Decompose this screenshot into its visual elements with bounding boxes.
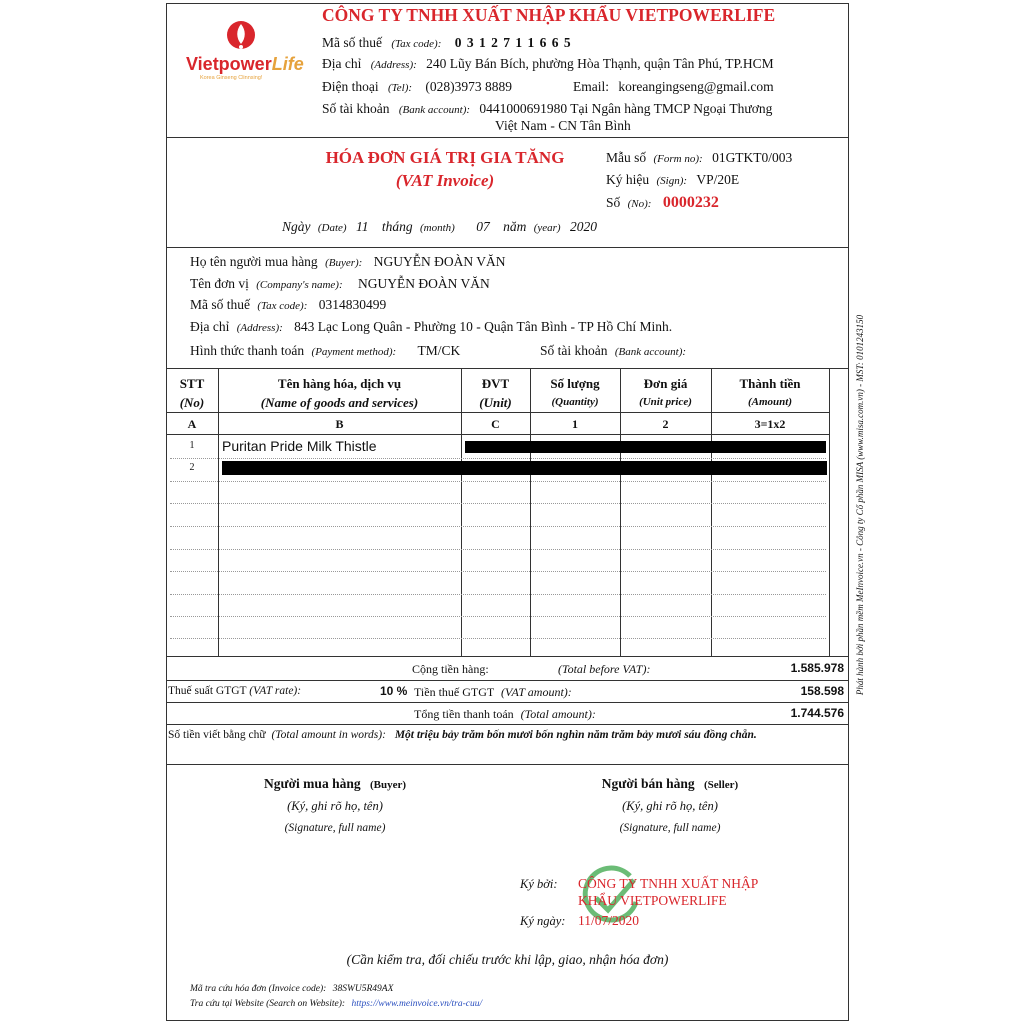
company-logo bbox=[186, 10, 311, 82]
publisher-sidebar bbox=[851, 190, 869, 820]
redaction-bar bbox=[465, 441, 826, 453]
company-tax-row: Mã số thuế (Tax code): 0 3 1 2 7 1 1 6 6 5 bbox=[322, 35, 572, 50]
amount-in-words-row: Số tiền viết bằng chữ (Total amount in words): Một triệu bảy trăm bốn mươi bốn nghìn năm trăm bảy mươi sáu đồng chẵn. bbox=[168, 729, 757, 741]
logo-tagline: Korea Ginseng Clinnsing! bbox=[200, 75, 263, 81]
signed-by-label: Ký bởi: bbox=[520, 877, 558, 891]
buyer-address-row: Địa chỉ (Address): 843 Lạc Long Quân - Phường 10 - Quận Tân Bình - TP Hồ Chí Minh. bbox=[190, 319, 673, 334]
seller-signature-sub: (Ký, ghi rõ họ, tên) bbox=[622, 799, 718, 813]
signed-date-value: 11/07/2020 bbox=[578, 913, 640, 928]
logo-text-life: Life bbox=[271, 54, 304, 74]
signed-by-value-1: CÔNG TY TNHH XUẤT NHẬP bbox=[578, 876, 759, 891]
payment-method-row: Hình thức thanh toán (Payment method): TM/CK bbox=[190, 343, 461, 358]
company-phone-value: (028)3973 8889 bbox=[425, 79, 513, 94]
buyer-name-row: Họ tên người mua hàng (Buyer): NGUYỄN ĐOÀN VĂN bbox=[190, 254, 506, 269]
table-header-stt: STT (No) bbox=[179, 376, 205, 410]
row-separator bbox=[170, 549, 826, 550]
form-no-value: 01GTKT0/003 bbox=[712, 150, 793, 165]
table-row-1-name: Puritan Pride Milk Thistle bbox=[222, 438, 377, 454]
divider bbox=[166, 680, 849, 681]
invoice-code-value: 38SWU5R49AX bbox=[332, 984, 394, 994]
search-website-row: Tra cứu tại Website (Search on Website): https://www.meinvoice.vn/tra-cuu/ bbox=[190, 999, 483, 1009]
row-separator bbox=[170, 594, 826, 595]
sign-row: Ký hiệu (Sign): VP/20E bbox=[606, 172, 740, 187]
table-bottom-border bbox=[166, 656, 849, 657]
divider bbox=[166, 724, 849, 725]
buyer-tax-row: Mã số thuế (Tax code): 0314830499 bbox=[190, 297, 387, 312]
date-year-value: 2020 bbox=[569, 219, 597, 234]
table-header-border bbox=[166, 412, 829, 413]
row-separator bbox=[170, 458, 826, 459]
total-amount-row: Tổng tiền thanh toán (Total amount): bbox=[414, 707, 596, 721]
table-code-b: B bbox=[335, 417, 344, 431]
row-separator bbox=[170, 616, 826, 617]
company-name: CÔNG TY TNHH XUẤT NHẬP KHẨU VIETPOWERLIFE bbox=[322, 5, 776, 25]
table-header-amount: Thành tiền (Amount) bbox=[739, 376, 801, 408]
invoice-number-value: 0000232 bbox=[662, 194, 719, 211]
company-email-row: Email: koreangingseng@gmail.com bbox=[573, 79, 774, 94]
company-bank-value-2: Việt Nam - CN Tân Bình bbox=[495, 118, 631, 133]
table-code-a: A bbox=[187, 417, 197, 431]
row-separator bbox=[170, 571, 826, 572]
table-code-border bbox=[166, 434, 829, 435]
date-month-value: 07 bbox=[476, 219, 490, 234]
payment-method-value: TM/CK bbox=[417, 343, 461, 358]
table-header-quantity: Số lượng (Quantity) bbox=[550, 376, 600, 408]
divider bbox=[166, 137, 849, 138]
total-before-vat-label-en: (Total before VAT): bbox=[558, 662, 651, 676]
invoice-date-row: Ngày (Date) 11 tháng (month) 07 năm (year) 2020 bbox=[282, 219, 597, 234]
seller-signature-title: Người bán hàng (Seller) bbox=[601, 776, 739, 791]
table-row-2-no: 2 bbox=[189, 462, 195, 473]
divider bbox=[166, 247, 849, 248]
company-phone-row: Điện thoại (Tel): (028)3973 8889 bbox=[322, 79, 513, 94]
search-website-link[interactable]: https://www.meinvoice.vn/tra-cuu/ bbox=[351, 999, 483, 1009]
company-bank-row: Số tài khoản (Bank account): 0441000691980 Tại Ngân hàng TMCP Ngoại Thương bbox=[322, 101, 773, 116]
divider bbox=[166, 764, 849, 765]
row-separator bbox=[170, 638, 826, 639]
invoice-title-en: (VAT Invoice) bbox=[395, 171, 495, 190]
date-day-value: 11 bbox=[355, 219, 369, 234]
signed-by-value-2: KHẨU VIETPOWERLIFE bbox=[578, 893, 727, 908]
table-code-1: 1 bbox=[572, 417, 578, 431]
buyer-company-value: NGUYỄN ĐOÀN VĂN bbox=[358, 276, 490, 291]
invoice-title: HÓA ĐƠN GIÁ TRỊ GIA TĂNG bbox=[325, 148, 565, 167]
buyer-company-row: Tên đơn vị (Company's name): NGUYỄN ĐOÀN VĂN bbox=[190, 276, 490, 291]
table-header-name: Tên hàng hóa, dịch vụ (Name of goods and services) bbox=[260, 376, 419, 410]
table-code-c: C bbox=[491, 417, 500, 431]
buyer-signature-sub: (Ký, ghi rõ họ, tên) bbox=[287, 799, 383, 813]
total-amount-value: 1.744.576 bbox=[790, 706, 844, 720]
vat-rate-value: 10 % bbox=[380, 684, 408, 698]
table-row-1-no: 1 bbox=[189, 440, 195, 451]
company-bank-value: 0441000691980 Tại Ngân hàng TMCP Ngoại Thương bbox=[479, 101, 773, 116]
check-note: (Cần kiểm tra, đối chiếu trước khi lập, giao, nhận hóa đơn) bbox=[346, 952, 669, 967]
buyer-name-value: NGUYỄN ĐOÀN VĂN bbox=[373, 254, 506, 269]
vat-amount-row: Tiền thuế GTGT (VAT amount): bbox=[414, 685, 572, 699]
table-code-2: 2 bbox=[662, 417, 669, 431]
signed-date-label: Ký ngày: bbox=[520, 914, 566, 928]
divider bbox=[166, 702, 849, 703]
row-separator bbox=[170, 481, 826, 482]
table-code-3: 3=1x2 bbox=[754, 417, 786, 431]
redaction-bar bbox=[222, 461, 827, 475]
form-no-row: Mẫu số (Form no): 01GTKT0/003 bbox=[606, 150, 793, 165]
buyer-signature-sub-en: (Signature, full name) bbox=[284, 822, 386, 834]
buyer-address-value: 843 Lạc Long Quân - Phường 10 - Quận Tân Bình - TP Hồ Chí Minh. bbox=[294, 319, 673, 334]
invoice-number-row: Số (No): 0000232 bbox=[606, 194, 719, 211]
sign-value: VP/20E bbox=[696, 172, 740, 187]
company-address-value: 240 Lũy Bán Bích, phường Hòa Thạnh, quận Tân Phú, TP.HCM bbox=[426, 56, 774, 71]
table-col-divider bbox=[829, 368, 830, 656]
vat-amount-value: 158.598 bbox=[800, 684, 844, 698]
table-top-border bbox=[166, 368, 849, 369]
vat-rate-row: Thuế suất GTGT (VAT rate): bbox=[168, 685, 302, 697]
seller-signature-sub-en: (Signature, full name) bbox=[619, 822, 721, 834]
company-address-row: Địa chỉ (Address): 240 Lũy Bán Bích, phường Hòa Thạnh, quận Tân Phú, TP.HCM bbox=[322, 56, 774, 71]
table-header-unit-price: Đơn giá (Unit price) bbox=[639, 376, 692, 408]
buyer-signature-title: Người mua hàng (Buyer) bbox=[263, 776, 407, 791]
company-email-value: koreangingseng@gmail.com bbox=[618, 79, 774, 94]
logo-text-vietpower: Vietpower bbox=[186, 54, 272, 74]
amount-in-words-value: Một triệu bảy trăm bốn mươi bốn nghìn năm trăm bảy mươi sáu đồng chẵn. bbox=[394, 729, 757, 741]
company-tax-value: 0 3 1 2 7 1 1 6 6 5 bbox=[454, 35, 572, 50]
publisher-sidebar-text: Phát hành bởi phần mềm MeInvoice.vn - Công ty Cổ phần MISA (www.misa.com.vn) - MST: 0101243150 bbox=[855, 314, 865, 696]
buyer-tax-value: 0314830499 bbox=[318, 297, 387, 312]
invoice-code-row: Mã tra cứu hóa đơn (Invoice code): 38SWU5R49AX bbox=[190, 984, 394, 994]
total-before-vat-value: 1.585.978 bbox=[790, 661, 844, 675]
table-header-unit: ĐVT (Unit) bbox=[479, 376, 512, 410]
buyer-bank-row: Số tài khoản (Bank account): bbox=[540, 343, 687, 358]
total-before-vat-label: Cộng tiền hàng: bbox=[412, 662, 489, 676]
row-separator bbox=[170, 526, 826, 527]
row-separator bbox=[170, 503, 826, 504]
